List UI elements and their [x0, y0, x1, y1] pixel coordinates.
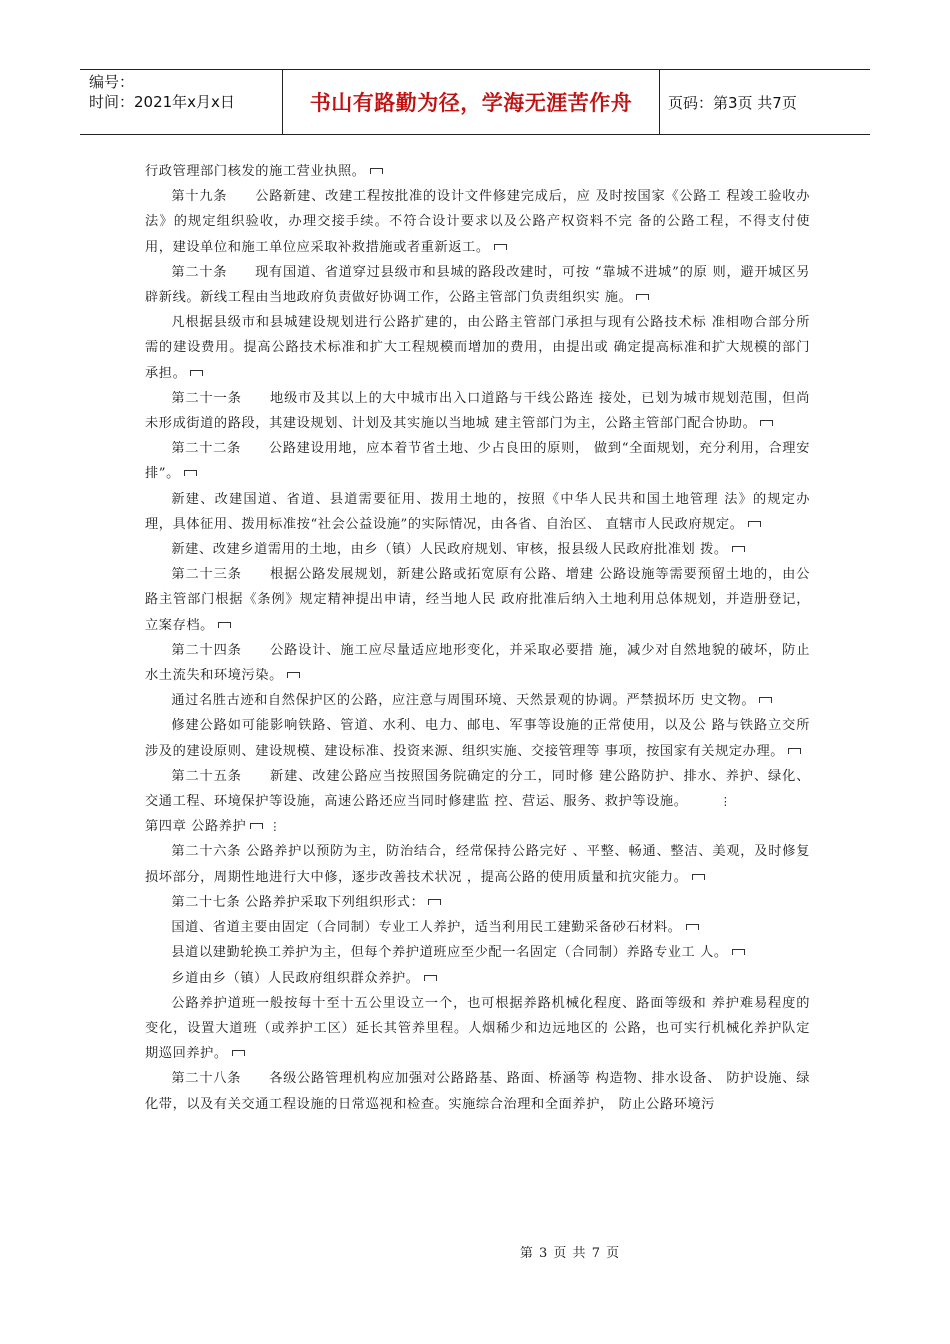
document-paragraph [145, 688, 810, 713]
paragraph-text: 县道以建勤轮换工养护为主，但每个养护道班应至少配一名固定（合同制）养路专业工 人。 [171, 945, 728, 961]
paragraph-mark-icon [788, 748, 801, 754]
paragraph-mark-icon [184, 470, 197, 476]
document-paragraph [145, 487, 810, 537]
document-paragraph [145, 764, 810, 814]
document-date-label: 时间：2021年x月x日 [89, 93, 235, 111]
document-paragraph [145, 814, 810, 839]
document-paragraph [145, 966, 810, 991]
header-info-cell [80, 70, 283, 134]
document-paragraph [145, 184, 810, 260]
paragraph-mark-icon [428, 899, 441, 905]
paragraph-text: 第二十八条 各级公路管理机构应加强对公路路基、路面、桥涵等 构造物、排水设备、 防护设施、绿化带，以及有关交通工程设施的日常巡视和检查。实施综合治理和全面养护， 防止公路环境污 [145, 1071, 810, 1112]
header-motto: 书山有路勤为径，学海无涯苦作舟 [283, 70, 660, 134]
document-paragraph [145, 638, 810, 688]
document-paragraph [145, 713, 810, 763]
paragraph-mark-icon [250, 823, 263, 829]
paragraph-mark-icon [287, 672, 300, 678]
paragraph-text: 新建、改建乡道需用的土地，由乡（镇）人民政府规划、审核，报县级人民政府批准划 拨。 [171, 542, 728, 558]
paragraph-text: 第二十四条 公路设计、施工应尽量适应地形变化，并采取必要措 施，减少对自然地貌的破坏，防止水土流失和环境污染。 [145, 642, 810, 684]
paragraph-mark-icon [424, 975, 437, 981]
header-page-label: 页码：第3页 共7页 [668, 93, 797, 112]
paragraph-text: 乡道由乡（镇）人民政府组织群众养护。 [171, 970, 420, 986]
paragraph-text: 第二十条 现有国道、省道穿过县级市和县城的路段改建时，可按 “靠城不进城”的原 则，避开城区另辟新线。新线工程由当地政府负责做好协调工作，公路主管部门负责组织实 施。 [145, 264, 810, 306]
document-paragraph [145, 1066, 810, 1116]
paragraph-mark-icon [218, 622, 231, 628]
paragraph-mark-icon [748, 521, 761, 527]
paragraph-text: 第二十七条 公路养护采取下列组织形式： [171, 894, 425, 910]
vertical-dots-icon: ⋮ [269, 820, 281, 834]
document-paragraph [145, 537, 810, 562]
document-paragraph [145, 839, 810, 889]
paragraph-text: 第二十三条 根据公路发展规划，新建公路或拓宽原有公路、增建 公路设施等需要预留土地的，由公路主管部门根据《条例》规定精神提出申请，经当地人民 政府批准后纳入土地利用总体规划，并造册登记，立案存档。 [145, 567, 810, 633]
document-paragraph [145, 260, 810, 310]
paragraph-text: 第二十一条 地级市及其以上的大中城市出入口道路与干线公路连 接处，已划为城市规划范围，但尚未形成街道的路段，其建设规划、计划及其实施以当地城 建主管部门为主，公路主管部门配合协助。 [145, 390, 810, 432]
document-paragraph [145, 386, 810, 436]
paragraph-mark-icon [190, 370, 203, 376]
paragraph-mark-icon [232, 1050, 245, 1056]
document-paragraph [145, 890, 810, 915]
paragraph-mark-icon [370, 168, 383, 174]
paragraph-text: 凡根据县级市和县城建设规划进行公路扩建的，由公路主管部门承担与现有公路技术标 准相吻合部分所需的建设费用。提高公路技术标准和扩大工程规模而增加的费用，由提出或 确定提高标准和扩大规模的部门承担。 [145, 315, 810, 381]
paragraph-text: 行政管理部门核发的施工营业执照。 [145, 164, 366, 179]
paragraph-mark-icon [760, 420, 773, 426]
paragraph-mark-icon [636, 294, 649, 300]
paragraph-mark-icon [494, 244, 507, 250]
paragraph-text: 公路养护道班一般按每十至十五公里设立一个，也可根据养路机械化程度、路面等级和 养护难易程度的变化，设置大道班（或养护工区）延长其管养里程。人烟稀少和边远地区的 公路，也可实行机械化养护队定期巡回养护。 [145, 995, 810, 1062]
paragraph-mark-icon [686, 924, 699, 930]
paragraph-mark-icon [759, 697, 772, 703]
document-body [145, 159, 810, 1117]
paragraph-text: 修建公路如可能影响铁路、管道、水利、电力、邮电、军事等设施的正常使用，以及公 路与铁路立交所涉及的建设原则、建设规模、建设标准、投资来源、组织实施、交接管理等 事项，按国家有关规定办理。 [145, 718, 810, 759]
document-number-label: 编号： [89, 73, 135, 91]
document-paragraph [145, 159, 810, 184]
paragraph-text: 通过名胜古迹和自然保护区的公路，应注意与周围环境、天然景观的协调。严禁损坏历 史文物。 [171, 693, 756, 709]
paragraph-mark-icon [732, 546, 745, 552]
page-header [80, 69, 870, 135]
paragraph-text: 第十九条 公路新建、改建工程按批准的设计文件修建完成后，应 及时按国家《公路工 程竣工验收办法》的规定组织验收，办理交接手续。不符合设计要求以及公路产权资料不完 备的公路工程，不得支付使用，建设单位和施工单位应采取补救措施或者重新返工。 [145, 189, 810, 255]
document-paragraph [145, 940, 810, 965]
document-paragraph [145, 562, 810, 638]
paragraph-text: 第二十二条 公路建设用地，应本着节省土地、少占良田的原则， 做到“全面规划，充分利用，合理安排”。 [145, 441, 810, 482]
paragraph-mark-icon [692, 874, 705, 880]
paragraph-mark-icon [732, 949, 745, 955]
paragraph-text: 新建、改建国道、省道、县道需要征用、拨用土地的，按照《中华人民共和国土地管理 法》的规定办理，具体征用、拨用标准按“社会公益设施”的实际情况，由各省、自治区、 直辖市人民政府规定。 [145, 491, 810, 532]
paragraph-text: 第二十五条 新建、改建公路应当按照国务院确定的分工，同时修 建公路防护、排水、养护、绿化、交通工程、环境保护等设施，高速公路还应当同时修建监 控、营运、服务、救护等设施。 [145, 768, 810, 810]
document-paragraph [145, 436, 810, 486]
document-paragraph [145, 991, 810, 1067]
paragraph-text: 第四章 公路养护 [145, 819, 247, 835]
paragraph-text: 国道、省道主要由固定（合同制）专业工人养护，适当利用民工建勤采备砂石材料。 [171, 920, 682, 936]
vertical-dots-icon: ⋮ [719, 795, 731, 809]
paragraph-text: 第二十六条 公路养护以预防为主，防治结合，经常保持公路完好 、平整、畅通、整洁、美观，及时修复损坏部分，周期性地进行大中修，逐步改善技术状况 ，提高公路的使用质量和抗灾能力。 [145, 844, 810, 885]
document-paragraph [145, 310, 810, 386]
document-paragraph [145, 915, 810, 940]
page-footer: 第 3 页 共 7 页 [519, 1246, 621, 1261]
